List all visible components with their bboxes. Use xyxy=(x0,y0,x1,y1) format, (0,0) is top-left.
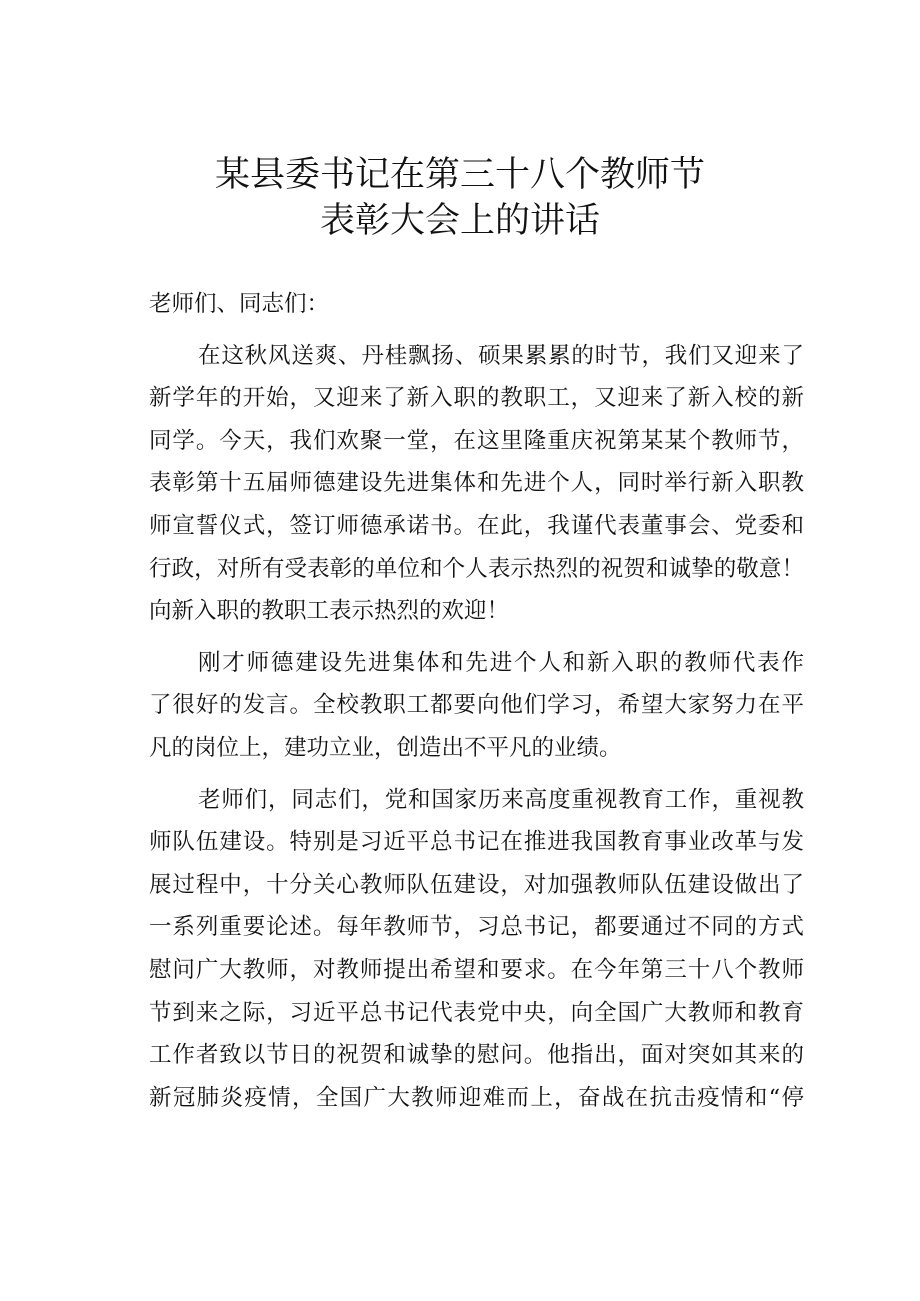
paragraph-line: 节到来之际，习近平总书记代表党中央，向全国广大教师和教育 xyxy=(149,999,804,1026)
paragraph-line: 师队伍建设。特别是习近平总书记在推进我国教育事业改革与发 xyxy=(149,829,804,856)
paragraph-line: 慰问广大教师，对教师提出希望和要求。在今年第三十八个教师 xyxy=(149,956,804,983)
paragraph-line: 师宣誓仪式，签订师德承诺书。在此，我谨代表董事会、党委和 xyxy=(149,512,804,539)
paragraph-line: 表彰第十五届师德建设先进集体和先进个人，同时举行新入职教 xyxy=(149,470,804,497)
paragraph-line: 展过程中，十分关心教师队伍建设，对加强教师队伍建设做出了 xyxy=(149,871,804,898)
paragraph-line: 工作者致以节日的祝贺和诚挚的慰问。他指出，面对突如其来的 xyxy=(149,1042,804,1069)
paragraph-line: 老师们，同志们，党和国家历来高度重视教育工作，重视教 xyxy=(198,786,804,813)
paragraph-line: 新学年的开始，又迎来了新入职的教职工，又迎来了新入校的新 xyxy=(149,385,804,412)
paragraph-line: 一系列重要论述。每年教师节，习总书记，都要通过不同的方式 xyxy=(149,914,804,941)
paragraph-line: 新冠肺炎疫情，全国广大教师迎难而上，奋战在抗击疫情和“停 xyxy=(149,1084,804,1111)
paragraph-line: 行政，对所有受表彰的单位和个人表示热烈的祝贺和诚挚的敬意！ xyxy=(149,555,804,582)
document-title xyxy=(0,152,920,244)
paragraph-line: 凡的岗位上，建功立业，创造出不平凡的业绩。 xyxy=(149,734,622,761)
salutation: 老师们、同志们： xyxy=(149,291,330,317)
paragraph-line: 同学。今天，我们欢聚一堂，在这里隆重庆祝第某某个教师节， xyxy=(149,427,804,454)
title-line-2: 表彰大会上的讲话 xyxy=(319,201,600,241)
paragraph-line: 向新入职的教职工表示热烈的欢迎！ xyxy=(149,598,510,625)
paragraph-1 xyxy=(149,335,804,633)
document-body xyxy=(149,283,804,1128)
paragraph-line: 了很好的发言。全校教职工都要向他们学习，希望大家努力在平 xyxy=(149,692,804,719)
paragraph-line: 刚才师德建设先进集体和先进个人和新入职的教师代表作 xyxy=(198,649,804,676)
title-line-1: 某县委书记在第三十八个教师节 xyxy=(214,155,705,195)
paragraph-3 xyxy=(149,779,804,1120)
paragraph-line: 在这秋风送爽、丹桂飘扬、硕果累累的时节，我们又迎来了 xyxy=(198,342,804,369)
paragraph-2 xyxy=(149,642,804,770)
